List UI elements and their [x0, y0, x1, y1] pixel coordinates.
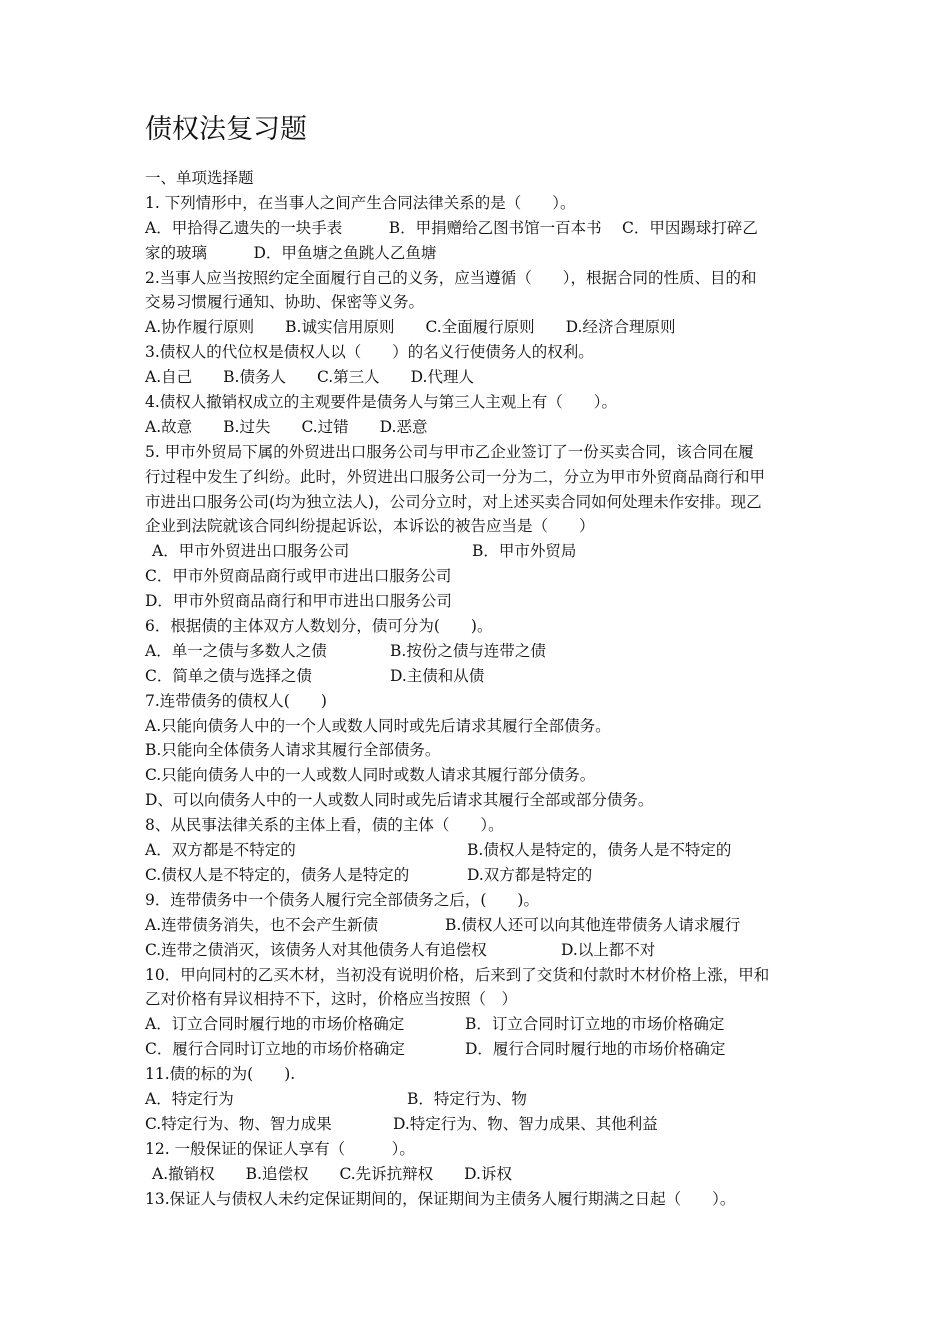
question-4-options: A.故意 B.过失 C.过错 D.恶意	[145, 417, 428, 436]
question-2-options: A.协作履行原则 B.诚实信用原则 C.全面履行原则 D.经济合理原则	[145, 318, 676, 337]
question-5-cont-2: 市进出口服务公司(均为独立法人)，公司分立时，对上述买卖合同如何处理未作安排。现乙	[145, 492, 762, 511]
question-7: 7.连带债务的债权人( )	[145, 691, 327, 710]
question-6: 6．根据债的主体双方人数划分，债可分为( )。	[145, 617, 493, 636]
question-7-option-a: A.只能向债务人中的一个人或数人同时或先后请求其履行全部债务。	[145, 716, 611, 735]
question-9-option-c: C.连带之债消灭，该债务人对其他债务人有追偿权	[145, 940, 487, 959]
question-4: 4.债权人撤销权成立的主观要件是债务人与第三人主观上有（ ）。	[145, 393, 618, 412]
question-1: 1. 下列情形中，在当事人之间产生合同法律关系的是（ ）。	[145, 193, 576, 212]
question-9-option-b: B.债权人还可以向其他连带债务人请求履行	[445, 915, 741, 934]
question-6-options-cd	[145, 664, 807, 689]
question-6-option-c: C．简单之债与选择之债	[145, 666, 312, 685]
question-8-option-a: A．双方都是不特定的	[145, 841, 296, 860]
question-9-option-a: A.连带债务消失，也不会产生新债	[145, 915, 379, 934]
question-10-option-b: B．订立合同时订立地的市场价格确定	[465, 1015, 725, 1034]
question-7-option-d: D、可以向债务人中的一人或数人同时或先后请求其履行全部或部分债务。	[145, 791, 654, 810]
question-11-option-c: C.特定行为、物、智力成果	[145, 1114, 332, 1133]
question-3: 3.债权人的代位权是债权人以（ ）的名义行使债务人的权利。	[145, 343, 594, 362]
question-8-options-ab	[145, 838, 807, 863]
question-2: 2.当事人应当按照约定全面履行自己的义务，应当遵循（ ），根据合同的性质、目的和	[145, 268, 757, 287]
question-list	[145, 166, 807, 1211]
question-10-option-c: C．履行合同时订立地的市场价格确定	[145, 1040, 405, 1059]
question-10-options-ab	[145, 1012, 807, 1037]
question-6-option-d: D.主债和从债	[390, 666, 485, 685]
question-8-options-cd	[145, 863, 807, 888]
question-8-option-b: B.债权人是特定的，债务人是不特定的	[467, 841, 732, 860]
question-11: 11.债的标的为( ).	[145, 1065, 296, 1084]
question-5-options-ab	[145, 539, 807, 564]
question-10-option-d: D．履行合同时履行地的市场价格确定	[465, 1040, 726, 1059]
question-6-options-ab	[145, 639, 807, 664]
question-5-option-b: B．甲市外贸局	[472, 542, 577, 561]
question-5-option-a: A．甲市外贸进出口服务公司	[152, 542, 350, 561]
question-8: 8、从民事法律关系的主体上看，债的主体（ ）。	[145, 816, 504, 835]
question-1-options: A．甲拾得乙遗失的一块手表 B．甲捐赠给乙图书馆一百本书 C．甲因踢球打碎乙	[145, 218, 758, 237]
question-10: 10．甲向同村的乙买木材，当初没有说明价格，后来到了交货和付款时木材价格上涨，甲和	[145, 965, 770, 984]
question-6-option-a: A．单一之债与多数人之债	[145, 641, 327, 660]
question-10-options-cd	[145, 1037, 807, 1062]
question-3-options: A.自己 B.债务人 C.第三人 D.代理人	[145, 368, 474, 387]
question-7-option-b: B.只能向全体债务人请求其履行全部债务。	[145, 741, 441, 760]
question-12: 12. 一般保证的保证人享有（ ）。	[145, 1139, 415, 1158]
question-10-option-a: A．订立合同时履行地的市场价格确定	[145, 1015, 405, 1034]
question-9-options-ab	[145, 913, 807, 938]
question-2-cont: 交易习惯履行通知、协助、保密等义务。	[145, 293, 425, 312]
question-11-option-a: A．特定行为	[145, 1089, 234, 1108]
question-11-option-b: B．特定行为、物	[407, 1089, 527, 1108]
question-10-cont: 乙对价格有异议相持不下，这时，价格应当按照（ ）	[145, 990, 518, 1009]
question-1-options-cont: 家的玻璃 D．甲鱼塘之鱼跳人乙鱼塘	[145, 243, 437, 262]
question-11-options-ab	[145, 1087, 807, 1112]
document-title: 债权法复习题	[145, 114, 307, 145]
question-8-option-c: C.债权人是不特定的，债务人是特定的	[145, 865, 410, 884]
question-13: 13.保证人与债权人未约定保证期间的，保证期间为主债务人履行期满之日起（ ）。	[145, 1189, 736, 1208]
question-5-cont-3: 企业到法院就该合同纠纷提起诉讼，本诉讼的被告应当是（ ）	[145, 517, 595, 536]
question-11-option-d: D.特定行为、物、智力成果、其他利益	[393, 1114, 658, 1133]
question-9-option-d: D.以上都不对	[561, 940, 656, 959]
question-11-options-cd	[145, 1112, 807, 1137]
question-5-cont-1: 行过程中发生了纠纷。此时，外贸进出口服务公司一分为二，分立为甲市外贸商品商行和甲	[145, 467, 766, 486]
question-12-options: A.撤销权 B.追偿权 C.先诉抗辩权 D.诉权	[152, 1164, 512, 1183]
question-8-option-d: D.双方都是特定的	[467, 865, 593, 884]
question-9: 9．连带债务中一个债务人履行完全部债务之后，( )。	[145, 890, 539, 909]
question-9-options-cd	[145, 938, 807, 963]
question-6-option-b: B.按份之债与连带之债	[390, 641, 546, 660]
question-7-option-c: C.只能向债务人中的一人或数人同时或数人请求其履行部分债务。	[145, 766, 596, 785]
question-5: 5. 甲市外贸局下属的外贸进出口服务公司与甲市乙企业签订了一份买卖合同，该合同在履	[145, 442, 754, 461]
question-5-option-d: D．甲市外贸商品商行和甲市进出口服务公司	[145, 592, 452, 611]
section-heading: 一、单项选择题	[145, 169, 254, 187]
question-5-option-c: C．甲市外贸商品商行或甲市进出口服务公司	[145, 567, 452, 586]
